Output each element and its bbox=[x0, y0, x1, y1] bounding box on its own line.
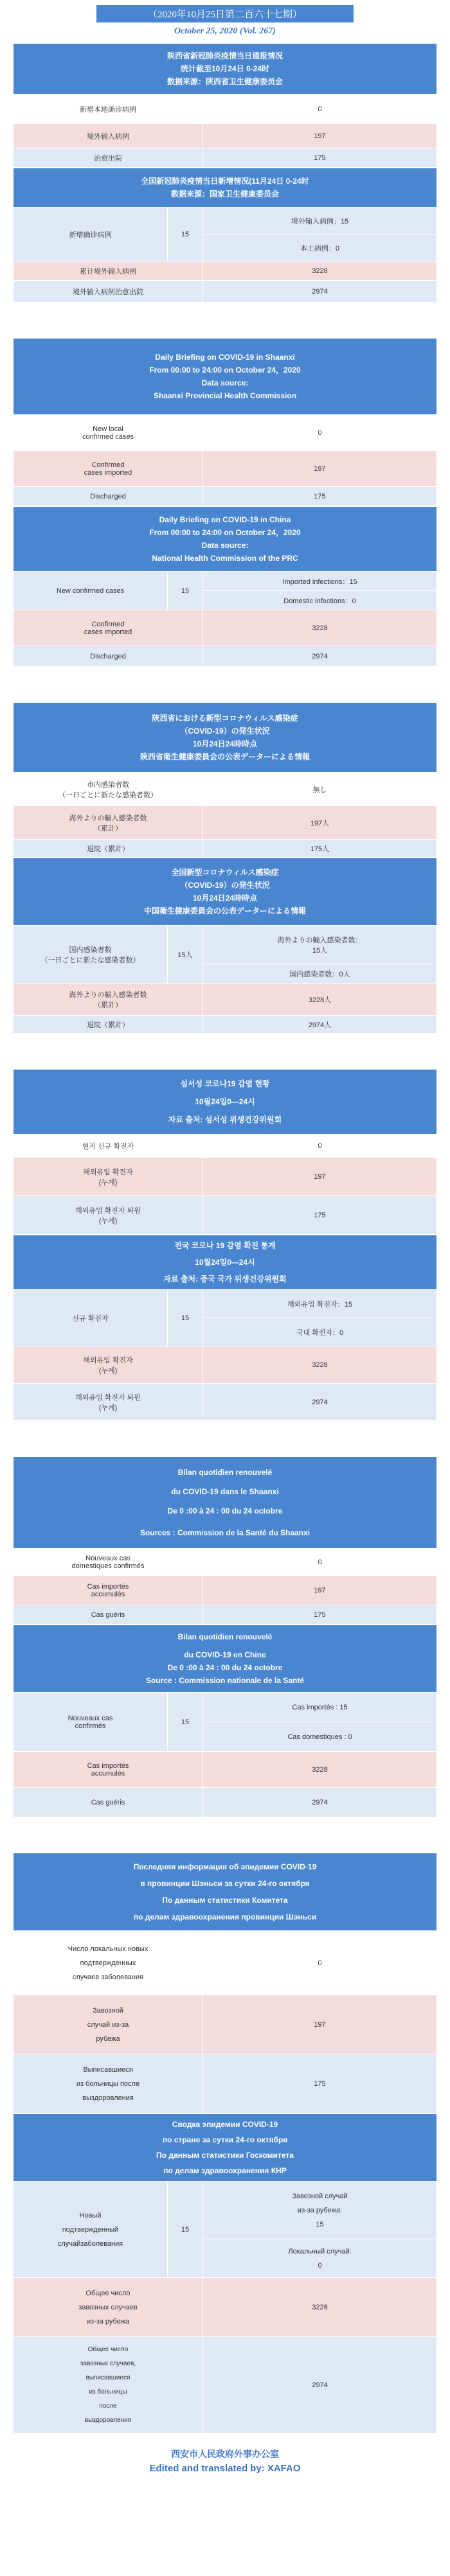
table-title-line: （COVID-19）の発生状況 bbox=[180, 881, 270, 890]
table-title-line: Source : Commission nationale de la Santé bbox=[145, 1676, 305, 1685]
table-shaanxi-cn bbox=[13, 43, 437, 168]
table-national-fr bbox=[13, 1625, 437, 1817]
row-label: 海外よりの輸入感染者数 （累計） bbox=[14, 984, 203, 1016]
section-jp bbox=[13, 702, 437, 1034]
table-title-line: 전국 코로나 19 감염 확진 통계 bbox=[174, 1241, 276, 1250]
imported-cases: Завозной случай из-за рубежа: 15 bbox=[203, 2182, 437, 2239]
row-label: New local confirmed cases bbox=[14, 415, 203, 451]
row-value: 175 bbox=[203, 1196, 437, 1235]
row-label: Cas importés accumulés bbox=[14, 1576, 203, 1605]
table-title-line: 统计截至10月24日 0-24时 bbox=[180, 64, 270, 73]
row-value: 175 bbox=[203, 487, 437, 506]
domestic-cases: 本土病例：0 bbox=[203, 234, 437, 261]
row-value: 175 bbox=[203, 148, 437, 168]
domestic-cases: 国内感染者数：0人 bbox=[203, 964, 437, 984]
table-shaanxi-en bbox=[13, 338, 437, 506]
table-title-line: 全国新冠肺炎疫情当日新增情况(11月24日 0-24时 bbox=[141, 177, 309, 186]
row-label: Cas importés accumulés bbox=[14, 1752, 203, 1788]
table-title-line: From 00:00 to 24:00 on October 24，2020 bbox=[149, 528, 301, 537]
table-title-line: De 0 :00 à 24 : 00 du 24 octobre bbox=[167, 1506, 283, 1515]
row-label: 治愈出院 bbox=[14, 148, 203, 168]
table-national-ru bbox=[13, 2113, 437, 2433]
row-label: Cas guéris bbox=[14, 1788, 203, 1817]
footer bbox=[0, 2448, 450, 2474]
row-value: 0 bbox=[203, 1931, 437, 1995]
row-label: 境外输入病例 bbox=[14, 124, 203, 148]
domestic-cases: 국내 확진자：0 bbox=[203, 1318, 437, 1346]
table-title-line: 10월24일0—24시 bbox=[195, 1097, 255, 1106]
table-title-line: Последняя информация об эпидемии COVID-19 bbox=[133, 1862, 317, 1871]
new-cases-label: New confirmed cases bbox=[14, 572, 168, 610]
table-title-line: du COVID-19 dans le Shaanxi bbox=[171, 1487, 279, 1496]
table-national-kr bbox=[13, 1235, 437, 1421]
row-value: 0 bbox=[203, 415, 437, 451]
row-label: 현지 신규 확진자 bbox=[14, 1134, 203, 1158]
row-label: Cas guéris bbox=[14, 1605, 203, 1625]
row-value: 3228人 bbox=[203, 984, 437, 1016]
table-title-line: Shaanxi Provincial Health Commission bbox=[153, 391, 297, 400]
table-title-line: De 0 :00 à 24 : 00 du 24 octobre bbox=[167, 1663, 283, 1672]
row-value: 3228 bbox=[203, 1346, 437, 1384]
table-title-line: Bilan quotidien renouvelé bbox=[177, 1632, 273, 1641]
table-national-cn bbox=[13, 168, 437, 303]
table-title-line: From 00:00 to 24:00 on October 24，2020 bbox=[149, 366, 301, 375]
new-cases-label: Новый подтвержденный случайзаболевания bbox=[14, 2182, 168, 2278]
table-shaanxi-kr bbox=[13, 1069, 437, 1235]
table-title-line: Sources : Commission de la Santé du Shaanxi bbox=[140, 1528, 310, 1537]
row-label: Discharged bbox=[14, 646, 203, 667]
section-kr bbox=[13, 1069, 437, 1421]
row-value: 197 bbox=[203, 1158, 437, 1196]
table-title-line: 中国衛生健康委員会の公表データーによる情報 bbox=[143, 906, 306, 915]
row-label: Nouveaux cas domestiques confirmés bbox=[14, 1549, 203, 1576]
domestic-cases: Domestic infections：0 bbox=[203, 591, 437, 610]
row-value: 197 bbox=[203, 1576, 437, 1605]
table-title-line: 陝西省衛生健康委員会の公表データーによる情報 bbox=[140, 752, 310, 761]
row-label: 해외유입 확진자 (누계) bbox=[14, 1346, 203, 1384]
table-title-line: 10月24日24時時点 bbox=[192, 739, 258, 748]
table-title-line: 陝西省における新型コロナウィルス感染症 bbox=[152, 714, 298, 723]
imported-cases: 海外よりの輸入感染者数： 15人 bbox=[203, 926, 437, 964]
row-value: 0 bbox=[203, 94, 437, 124]
row-value: 175 bbox=[203, 2054, 437, 2113]
new-cases-value: 15人 bbox=[168, 926, 203, 984]
row-value: 197 bbox=[203, 451, 437, 487]
row-value: 2974 bbox=[203, 1788, 437, 1817]
table-title-line: 全国新型コロナウィルス感染症 bbox=[171, 868, 279, 877]
row-label: 해외유입 확진자 퇴원 (누계) bbox=[14, 1384, 203, 1421]
new-cases-value: 15 bbox=[168, 1693, 203, 1752]
table-title-line: по делам здравоохранения КНР bbox=[163, 2166, 287, 2175]
row-value: 3228 bbox=[203, 261, 437, 281]
imported-cases: Imported infections：15 bbox=[203, 572, 437, 591]
row-label: Confirmed cases imported bbox=[14, 451, 203, 487]
table-title-line: National Health Commission of the PRC bbox=[152, 554, 298, 563]
imported-cases: 해외유입 확진자：15 bbox=[203, 1290, 437, 1318]
table-title-line: Daily Briefing on COVID-19 in Shaanxi bbox=[155, 353, 295, 362]
row-value: 0 bbox=[203, 1549, 437, 1576]
row-label: 해외유입 확진자 (누계) bbox=[14, 1158, 203, 1196]
new-cases-label: 新增确诊病例 bbox=[14, 207, 168, 261]
domestic-cases: Cas domestiques : 0 bbox=[203, 1722, 437, 1752]
table-title-line: du COVID-19 en Chine bbox=[184, 1650, 266, 1659]
row-label: 海外よりの輸入感染者数 （累計） bbox=[14, 806, 203, 840]
row-value: 0 bbox=[203, 1134, 437, 1158]
row-label: 境外输入病例治愈出院 bbox=[14, 281, 203, 303]
table-title-line: Daily Briefing on COVID-19 in China bbox=[159, 515, 291, 524]
table-title-line: 자료 출처: 중국 국가 위생건강위원회 bbox=[163, 1275, 287, 1284]
table-shaanxi-ru bbox=[13, 1853, 437, 2113]
row-value: 2974 bbox=[203, 281, 437, 303]
table-title-line: По данным статистики Комитета bbox=[162, 1896, 288, 1905]
row-label: Число локальных новых подтвержденных случаев заболевания bbox=[14, 1931, 203, 1995]
row-value: 2974 bbox=[203, 2337, 437, 2433]
row-label: 해외유입 확진자 퇴원 (누계) bbox=[14, 1196, 203, 1235]
table-title-line: 섬서성 코로나19 감염 현황 bbox=[180, 1079, 270, 1088]
table-title-line: в провинции Шэньси за сутки 24-го октября bbox=[140, 1879, 310, 1888]
section-cn bbox=[13, 43, 437, 303]
row-value: 175 bbox=[203, 1605, 437, 1625]
table-title-line: Сводка эпидемии COVID-19 bbox=[172, 2120, 278, 2129]
row-value: 197 bbox=[203, 1995, 437, 2054]
table-shaanxi-jp bbox=[13, 702, 437, 858]
new-cases-label: 国内感染者数 （一日ごとに新たな感染者数） bbox=[14, 926, 168, 984]
table-title-line: 자료 출처: 섬서성 위생건강위원회 bbox=[168, 1115, 282, 1124]
section-ru bbox=[13, 1853, 437, 2433]
new-cases-value: 15 bbox=[168, 1290, 203, 1346]
row-value: 197 bbox=[203, 124, 437, 148]
row-value: 3228 bbox=[203, 610, 437, 646]
table-title-line: Bilan quotidien renouvelé bbox=[177, 1468, 273, 1477]
row-label: Общее число завозных случаев из-за рубежа bbox=[14, 2278, 203, 2337]
table-title-line: Data source: bbox=[201, 541, 249, 550]
row-value: 197人 bbox=[203, 806, 437, 840]
table-title-line: Data source: bbox=[201, 378, 249, 387]
row-value: 無し bbox=[203, 773, 437, 806]
table-national-en bbox=[13, 506, 437, 667]
table-title-line: по делам здравоохранения провинции Шэньси bbox=[133, 1912, 317, 1921]
issue-date-en: October 25, 2020 (Vol. 267) bbox=[174, 26, 276, 36]
new-cases-label: 신규 확진자 bbox=[14, 1290, 168, 1346]
new-cases-value: 15 bbox=[168, 2182, 203, 2278]
table-title-line: 10月24日24時時点 bbox=[192, 894, 258, 903]
issue-date-cn: （2020年10月25日第二百六十七期） bbox=[96, 5, 354, 22]
row-label: 退院（累計） bbox=[14, 1016, 203, 1034]
table-title-line: 10월24일0—24시 bbox=[195, 1258, 255, 1267]
imported-cases: Cas importés : 15 bbox=[203, 1693, 437, 1722]
footer-credit: Edited and translated by: XAFAO bbox=[149, 2463, 301, 2474]
table-title-line: （COVID-19）の発生状況 bbox=[180, 727, 270, 736]
row-label: 市内感染者数 （一日ごとに新たな感染者数） bbox=[14, 773, 203, 806]
footer-office: 西安市人民政府外事办公室 bbox=[171, 2449, 279, 2459]
new-cases-value: 15 bbox=[168, 572, 203, 610]
row-label: 退院（累計） bbox=[14, 840, 203, 858]
table-title-line: По данным статистики Госкомитета bbox=[156, 2151, 294, 2160]
imported-cases: 境外输入病例：15 bbox=[203, 207, 437, 234]
row-label: Confirmed cases imported bbox=[14, 610, 203, 646]
row-value: 2974人 bbox=[203, 1016, 437, 1034]
new-cases-label: Nouveaux cas confirmés bbox=[14, 1693, 168, 1752]
row-value: 2974 bbox=[203, 1384, 437, 1421]
table-title-line: по стране за сутки 24-го октября bbox=[162, 2135, 288, 2144]
section-fr bbox=[13, 1456, 437, 1817]
table-national-jp bbox=[13, 858, 437, 1034]
row-value: 2974 bbox=[203, 646, 437, 667]
row-label: Выписавшиеся из больницы после выздоровления bbox=[14, 2054, 203, 2113]
row-label: Discharged bbox=[14, 487, 203, 506]
table-title-line: 陕西省新冠肺炎疫情当日通报情况 bbox=[166, 51, 283, 60]
table-title-line: 数据来源：国家卫生健康委员会 bbox=[170, 190, 279, 198]
table-title-line: 数据来源：陕西省卫生健康委员会 bbox=[166, 77, 283, 86]
row-value: 3228 bbox=[203, 2278, 437, 2337]
domestic-cases: Локальный случай: 0 bbox=[203, 2239, 437, 2278]
row-value: 3228 bbox=[203, 1752, 437, 1788]
section-en bbox=[13, 338, 437, 667]
table-shaanxi-fr bbox=[13, 1456, 437, 1625]
row-label: Общее число завозных случаев, выписавшиеся из больницы после выздоровления bbox=[14, 2337, 203, 2433]
row-label: Завозной случай из-за рубежа bbox=[14, 1995, 203, 2054]
row-label: 累计境外输入病例 bbox=[14, 261, 203, 281]
row-value: 175人 bbox=[203, 840, 437, 858]
new-cases-value: 15 bbox=[168, 207, 203, 261]
row-label: 新增本地确诊病例 bbox=[14, 94, 203, 124]
